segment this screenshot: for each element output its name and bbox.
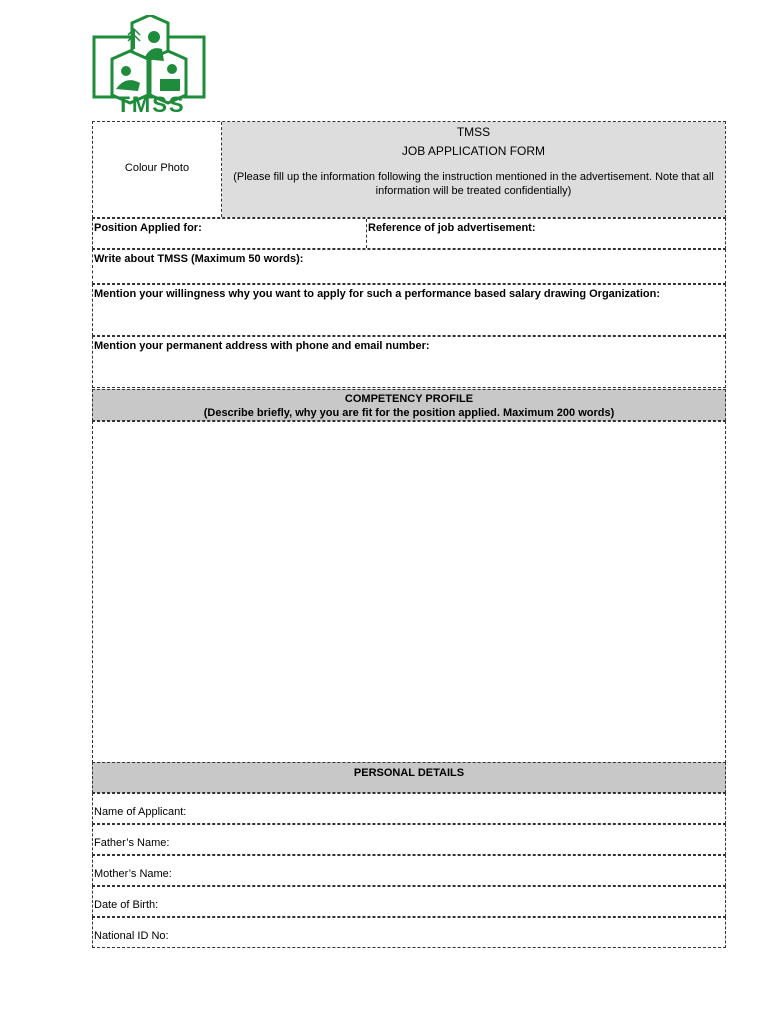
competency-header — [92, 389, 726, 421]
mothers-name-field[interactable] — [92, 855, 726, 886]
photo-label: Colour Photo — [124, 162, 190, 174]
about-tmss-label: Write about TMSS (Maximum 50 words): — [94, 253, 304, 265]
position-row — [92, 218, 726, 249]
address-label: Mention your permanent address with phone and email number: — [94, 340, 430, 352]
reference-field[interactable] — [367, 219, 725, 248]
willingness-label: Mention your willingness why you want to apply for such a performance based salary drawing Organization: — [94, 288, 660, 300]
position-applied-field[interactable] — [93, 219, 367, 248]
org-name: TMSS — [456, 125, 491, 139]
competency-textarea[interactable] — [92, 421, 726, 763]
about-tmss-field[interactable] — [92, 249, 726, 284]
personal-details-title: PERSONAL DETAILS — [353, 767, 465, 779]
form-instructions: (Please fill up the information following the instruction mentioned in the advertisement. Note that all information will be treated confidentially) — [233, 171, 714, 197]
personal-details-header — [92, 762, 726, 793]
national-id-field[interactable] — [92, 917, 726, 948]
position-applied-label: Position Applied for: — [94, 222, 202, 234]
photo-box — [93, 122, 222, 217]
date-of-birth-field[interactable] — [92, 886, 726, 917]
competency-title: COMPETENCY PROFILE — [344, 393, 474, 405]
name-of-applicant-label: Name of Applicant: — [94, 806, 187, 818]
competency-subtitle: (Describe briefly, why you are fit for the position applied. Maximum 200 words) — [203, 407, 615, 419]
name-of-applicant-field[interactable] — [92, 793, 726, 824]
tmss-logo — [92, 15, 208, 115]
logo-text: TMSS — [116, 92, 186, 117]
reference-label: Reference of job advertisement: — [368, 222, 536, 234]
national-id-label: National ID No: — [94, 930, 169, 942]
form-title: JOB APPLICATION FORM — [401, 144, 546, 158]
fathers-name-field[interactable] — [92, 824, 726, 855]
fathers-name-label: Father’s Name: — [94, 837, 170, 849]
mothers-name-label: Mother’s Name: — [94, 868, 172, 880]
form-title-box — [222, 122, 725, 217]
form-header — [92, 121, 726, 218]
address-field[interactable] — [92, 336, 726, 388]
date-of-birth-label: Date of Birth: — [94, 899, 159, 911]
willingness-field[interactable] — [92, 284, 726, 336]
